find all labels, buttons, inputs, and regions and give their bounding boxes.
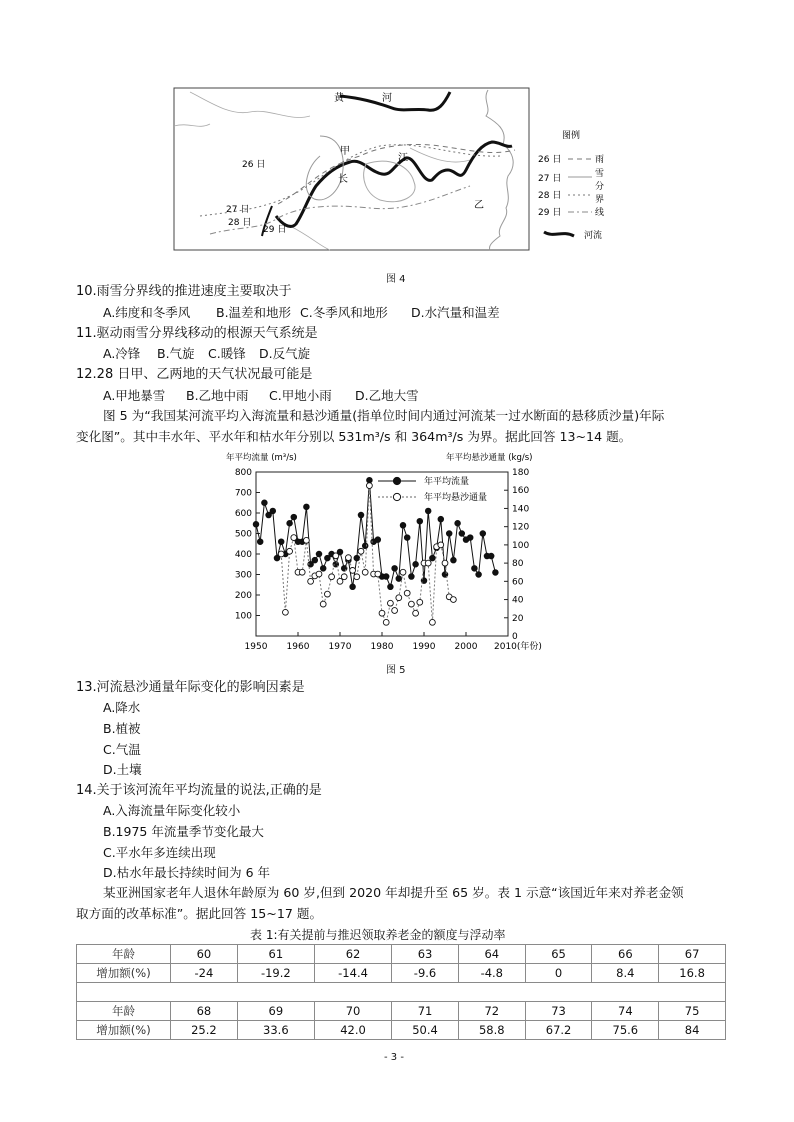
flow-point [488,553,494,559]
row-label-age: 年龄 [77,945,171,964]
flow-point [404,535,410,541]
sediment-point [350,568,356,574]
q10-option-b[interactable]: B.温差和地形 [216,305,292,320]
yellow-river [340,92,450,110]
sediment-point [283,609,289,615]
table1-title: 表 1:有关提前与推迟领取养老金的额度与浮动率 [250,928,506,942]
tributary-line [290,226,330,250]
increase-cell: 58.8 [458,1021,525,1040]
row-label-increase: 增加额(%) [77,964,171,983]
increase-cell: 8.4 [592,964,659,983]
age-cell: 63 [392,945,459,964]
sediment-point [409,601,415,607]
sediment-point [291,535,297,541]
legend-swatch-marker [393,493,400,500]
figure-4-map [170,86,730,266]
sediment-point [367,483,373,489]
x-tick-label: 1960 [286,642,310,652]
legend-entry-28: 28 日 [538,191,562,201]
flow-point [388,584,394,590]
pension-table [76,944,726,1040]
flow-point [446,531,452,537]
age-cell: 70 [314,1002,391,1021]
x-tick-label: 1980 [370,642,394,652]
flow-point [287,520,293,526]
table-row-age-b [77,1002,726,1021]
x-tick-label: 1950 [244,642,268,652]
sediment-point [425,560,431,566]
legend-vlabel-4: 界 [595,195,605,205]
sediment-point [442,560,448,566]
increase-cell: -24 [171,964,238,983]
flow-point [304,504,310,510]
legend-vlabel-1: 雨 [595,155,605,165]
y-right-tick-label: 0 [512,632,518,642]
flow-point [392,566,398,572]
flow-point [262,500,268,506]
y-right-tick-label: 120 [512,522,530,533]
age-cell: 66 [592,945,659,964]
label-jia: 甲 [340,146,350,157]
age-cell: 61 [237,945,314,964]
q10-option-d[interactable]: D.水汽量和温差 [411,305,500,320]
sediment-point [316,571,322,577]
sediment-point [396,595,402,601]
q12-option-c[interactable]: C.甲地小雨 [269,388,332,403]
legend-title: 图例 [562,131,581,141]
increase-cell: 50.4 [392,1021,459,1040]
question-12-stem: 12.28 日甲、乙两地的天气状况最可能是 [76,367,313,382]
row-label-increase: 增加额(%) [77,1021,171,1040]
boundary-28 [364,161,415,202]
increase-cell: 33.6 [237,1021,314,1040]
map-boundary-line [174,124,210,126]
sediment-point [308,578,314,584]
question-10-stem: 10.雨雪分界线的推进速度主要取决于 [76,284,292,299]
flow-point [438,516,444,522]
age-cell: 74 [592,1002,659,1021]
q12-option-b[interactable]: B.乙地中雨 [186,388,249,403]
date-label-29: 29 日 [263,225,287,235]
y-left-tick-label: 700 [234,488,252,499]
y-left-tick-label: 100 [234,611,252,622]
question-14-stem: 14.关于该河流年平均流量的说法,正确的是 [76,783,322,798]
sediment-point [333,553,339,559]
y-left-tick-label: 500 [234,529,252,540]
sediment-point [375,571,381,577]
sediment-point [341,574,347,580]
flow-point [451,557,457,563]
flow-point [413,561,419,567]
date-label-27: 27 日 [226,205,250,215]
flow-point [480,531,486,537]
yangtze-river [276,142,512,226]
y-right-tick-label: 160 [512,486,530,497]
flow-point [383,574,389,580]
y-right-tick-label: 140 [512,504,530,515]
y-right-tick-label: 80 [512,559,524,570]
age-cell: 64 [458,945,525,964]
q12-option-d[interactable]: D.乙地大雪 [355,388,419,403]
flow-point [350,584,356,590]
sediment-point [287,548,293,554]
y-right-tick-label: 20 [512,613,524,624]
flow-point [257,539,263,545]
q14-option-b[interactable]: B.1975 年流量季节变化最大 [103,824,264,839]
increase-cell: 0 [525,964,592,983]
legend-label: 年平均流量 [424,477,470,487]
label-he: 河 [382,93,392,104]
q11-option-a[interactable]: A.冷锋 [103,346,141,361]
table-row-spacer [77,983,726,1002]
age-cell: 67 [659,945,726,964]
y-left-tick-label: 200 [234,591,252,601]
increase-cell: 42.0 [314,1021,391,1040]
q10-option-a[interactable]: A.纬度和冬季风 [103,305,191,320]
sediment-point [346,555,352,561]
flow-point [291,514,297,520]
spacer-cell [77,983,726,1002]
sediment-point [278,551,284,557]
legend-vlabel-2: 雪 [595,169,605,179]
legend-swatch-marker [393,477,400,484]
flow-point [400,523,406,529]
age-cell: 72 [458,1002,525,1021]
sediment-point [358,548,364,554]
legend-river-label: 河流 [584,231,603,241]
date-label-28: 28 日 [228,218,252,228]
tributary-line [190,92,310,118]
q10-option-c[interactable]: C.冬季风和地形 [300,305,388,320]
boundary-26 [278,144,515,204]
increase-cell: 25.2 [171,1021,238,1040]
fig5-intro-line1: 图 5 为“我国某河流平均入海流量和悬沙通量(指单位时间内通过河流某一过水断面的悬移质沙量)年际 [103,408,665,423]
legend-vlabel-5: 线 [595,208,605,218]
sediment-point [320,601,326,607]
flow-point [362,543,368,549]
y-right-tick-label: 180 [512,468,530,478]
sediment-point [392,608,398,614]
q13-option-c[interactable]: C.气温 [103,742,141,757]
figure-4-caption: 图 4 [386,274,406,285]
flow-point [476,572,482,578]
q14-option-a[interactable]: A.入海流量年际变化较小 [103,803,241,818]
sediment-point [404,590,410,596]
age-cell: 71 [392,1002,459,1021]
increase-cell: -14.4 [314,964,391,983]
page-number: - 3 - [384,1052,404,1063]
sediment-point [417,599,423,605]
x-axis-label: 2010(年份) [494,642,542,652]
y-left-tick-label: 800 [234,468,252,478]
increase-cell: 67.2 [525,1021,592,1040]
flow-point [417,518,423,524]
q13-option-b[interactable]: B.植被 [103,721,141,736]
legend-entry-27: 27 日 [538,174,562,184]
date-label-26: 26 日 [242,160,266,170]
table-row-increase-b [77,1021,726,1040]
table1-intro-line1: 某亚洲国家老年人退休年龄原为 60 岁,但到 2020 年却提升至 65 岁。表 1 示意“该国近年来对养老金领 [103,885,684,900]
flow-point [430,555,436,561]
y-right-axis-label: 年平均悬沙通量 (kg/s) [446,453,533,463]
flow-point [493,570,499,576]
q14-option-d[interactable]: D.枯水年最长持续时间为 6 年 [103,865,270,880]
q13-option-d[interactable]: D.土壤 [103,762,142,777]
legend-label: 年平均悬沙通量 [424,493,488,503]
sediment-point [438,542,444,548]
sediment-point [299,569,305,575]
y-right-tick-label: 40 [512,595,524,606]
legend-entry-26: 26 日 [538,155,562,165]
flow-point [312,557,318,563]
sediment-point [383,619,389,625]
increase-cell: -19.2 [237,964,314,983]
legend-entry-29: 29 日 [538,208,562,218]
age-cell: 73 [525,1002,592,1021]
age-cell: 68 [171,1002,238,1021]
flow-point [316,551,322,557]
fig5-intro-line2: 变化图”。其中丰水年、平水年和枯水年分别以 531m³/s 和 364m³/s 为界。据此回答 13~14 题。 [76,429,632,444]
table1-intro-line2: 取方面的改革标准”。据此回答 15~17 题。 [76,906,323,921]
sediment-point [388,600,394,606]
q11-option-b[interactable]: B.气旋 [157,346,195,361]
sediment-point [451,597,457,603]
question-11-stem: 11.驱动雨雪分界线移动的根源天气系统是 [76,326,318,341]
flow-point [425,508,431,514]
flow-point [396,576,402,582]
question-13-stem: 13.河流悬沙通量年际变化的影响因素是 [76,680,305,695]
flow-point [320,566,326,572]
q11-option-d[interactable]: D.反气旋 [259,346,311,361]
sediment-point [430,619,436,625]
table-row-age-a [77,945,726,964]
flow-point [354,555,360,561]
flow-point [375,537,381,543]
q13-option-a[interactable]: A.降水 [103,700,141,715]
y-right-tick-label: 60 [512,577,524,588]
y-left-tick-label: 600 [234,509,252,519]
y-left-tick-label: 400 [234,550,252,560]
table-row-increase-a [77,964,726,983]
x-tick-label: 1990 [412,642,436,652]
flow-point [455,520,461,526]
legend-river-swatch [544,232,574,236]
age-cell: 60 [171,945,238,964]
x-tick-label: 2000 [454,642,478,652]
coastline [486,90,513,250]
flow-point [358,512,364,518]
flow-point [459,531,465,537]
age-cell: 69 [237,1002,314,1021]
label-yi: 乙 [474,200,484,211]
increase-cell: 75.6 [592,1021,659,1040]
x-tick-label: 1970 [328,642,352,652]
row-label-age: 年龄 [77,1002,171,1021]
increase-cell: 84 [659,1021,726,1040]
legend-vlabel-3: 分 [595,182,605,192]
flow-point [409,574,415,580]
sediment-point [304,537,310,543]
sediment-point [379,610,385,616]
figure-5-caption: 图 5 [386,665,406,676]
flow-point [367,477,373,483]
age-cell: 65 [525,945,592,964]
flow-point [467,535,473,541]
increase-cell: -9.6 [392,964,459,983]
flow-point [270,508,276,514]
label-huang: 黄 [334,93,344,104]
increase-cell: 16.8 [659,964,726,983]
age-cell: 75 [659,1002,726,1021]
y-left-axis-label: 年平均流量 (m³/s) [226,453,297,463]
age-cell: 62 [314,945,391,964]
sediment-point [400,569,406,575]
sediment-point [354,574,360,580]
y-left-tick-label: 300 [234,570,252,581]
label-chang: 长 [338,174,348,185]
tributary-line [410,148,470,162]
q14-option-c[interactable]: C.平水年多连续出现 [103,845,216,860]
figure-5-chart [222,446,564,658]
flow-point [253,521,259,527]
y-right-tick-label: 100 [512,540,530,551]
sediment-point [325,591,331,597]
sediment-point [362,569,368,575]
q12-option-a[interactable]: A.甲地暴雪 [103,388,166,403]
sediment-point [329,574,335,580]
q11-option-c[interactable]: C.暖锋 [208,346,246,361]
increase-cell: -4.8 [458,964,525,983]
flow-point [278,539,284,545]
label-jiang: 江 [398,153,408,164]
flow-point [472,566,478,572]
sediment-point [413,610,419,616]
